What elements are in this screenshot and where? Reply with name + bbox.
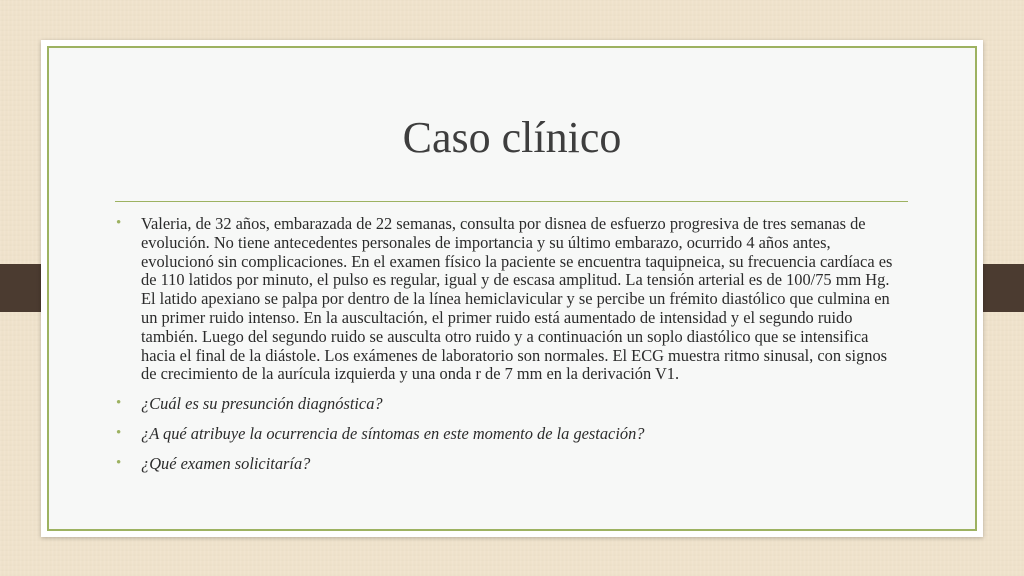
slide-title: Caso clínico — [402, 113, 622, 162]
bullet-list — [116, 215, 906, 474]
case-description-item — [116, 215, 906, 384]
case-description-text: Valeria, de 32 años, embarazada de 22 semanas, consulta por disnea de esfuerzo progresiva de tres semanas de evolución. No tiene antecedentes personales de importancia y su último embarazo, ocurrido 4 años antes, evolucionó sin complicaciones. En el examen físico la paciente se encuentra taquipneica, su frecuencia cardíaca es de 110 latidos por minuto, el pulso es regular, igual y de escasa amplitud. La tensión arterial es de 100/75 mm Hg. El latido apexiano se palpa por dentro de la línea hemiclavicular y se percibe un frémito diastólico que culmina en un primer ruido intenso. En la auscultación, el primer ruido está aumentado de intensidad y el segundo ruido también. Luego del segundo ruido se ausculta otro ruido y a continuación un soplo diastólico que se intensifica hacia el final de la diástole. Los exámenes de laboratorio son normales. El ECG muestra ritmo sinusal, con signos de crecimiento de la aurícula izquierda y una onda r de 7 mm en la derivación V1. — [141, 214, 893, 384]
question-text: ¿A qué atribuye la ocurrencia de síntomas en este momento de la gestación? — [141, 423, 645, 443]
question-item-diagnosis — [116, 395, 906, 414]
question-item-exam — [116, 455, 906, 474]
question-item-symptoms — [116, 425, 906, 444]
question-text: ¿Cuál es su presunción diagnóstica? — [141, 394, 383, 414]
bullet-icon: • — [116, 215, 122, 231]
bullet-icon: • — [116, 454, 122, 471]
title-divider — [115, 201, 908, 202]
question-text: ¿Qué examen solicitaría? — [141, 453, 311, 473]
bullet-icon: • — [116, 424, 122, 441]
bullet-icon: • — [116, 395, 122, 412]
